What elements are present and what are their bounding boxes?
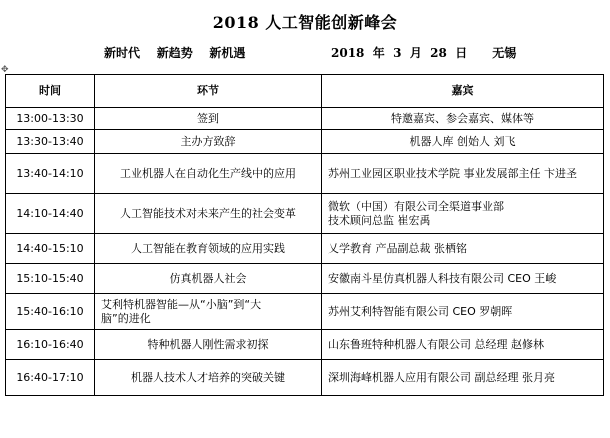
guest-line: 深圳海峰机器人应用有限公司 副总经理 张月亮	[328, 370, 555, 384]
cell-time: 14:40-15:10	[6, 234, 95, 264]
cell-guest	[322, 264, 604, 294]
document-title: 2018 人工智能创新峰会	[212, 13, 398, 32]
table-move-handle-icon[interactable]: ✥	[1, 65, 9, 75]
cell-time: 13:00-13:30	[6, 108, 95, 130]
cell-segment	[95, 234, 322, 264]
cell-guest	[322, 234, 604, 264]
header-time: 时间	[6, 75, 95, 108]
subtitle-date-location: 2018 年 3 月 28 日 无锡	[331, 46, 517, 60]
cell-segment	[95, 360, 322, 396]
cell-segment	[95, 194, 322, 234]
cell-guest	[322, 154, 604, 194]
header-segment: 环节	[95, 75, 322, 108]
cell-time: 16:10-16:40	[6, 330, 95, 360]
segment-line: 艾利特机器智能—从“小脑”到“大	[101, 297, 262, 311]
agenda-table	[5, 74, 604, 396]
cell-time: 14:10-14:40	[6, 194, 95, 234]
cell-time: 15:10-15:40	[6, 264, 95, 294]
cell-guest	[322, 194, 604, 234]
table-row	[6, 360, 604, 396]
header-guest: 嘉宾	[322, 75, 604, 108]
segment-line: 签到	[197, 111, 219, 125]
cell-segment	[95, 294, 322, 330]
cell-guest	[322, 330, 604, 360]
cell-segment	[95, 154, 322, 194]
cell-guest	[322, 360, 604, 396]
table-row	[6, 330, 604, 360]
table-row	[6, 294, 604, 330]
cell-guest	[322, 130, 604, 154]
guest-line: 山东鲁班特种机器人有限公司 总经理 赵修林	[328, 337, 544, 351]
cell-time: 16:40-17:10	[6, 360, 95, 396]
table-row	[6, 234, 604, 264]
segment-line: 主办方致辞	[180, 134, 236, 148]
guest-line: 安徽南斗星仿真机器人科技有限公司 CEO 王峻	[328, 271, 557, 285]
segment-line: 工业机器人在自动化生产线中的应用	[120, 166, 296, 180]
cell-segment	[95, 330, 322, 360]
segment-line: 人工智能技术对未来产生的社会变革	[120, 206, 296, 220]
cell-guest	[322, 108, 604, 130]
guest-line: 微软（中国）有限公司全渠道事业部	[328, 199, 504, 213]
segment-line: 脑”的进化	[101, 311, 151, 325]
segment-line: 人工智能在教育领域的应用实践	[131, 241, 285, 255]
cell-time: 15:40-16:10	[6, 294, 95, 330]
guest-line: 特邀嘉宾、参会嘉宾、媒体等	[391, 111, 534, 125]
cell-segment	[95, 130, 322, 154]
cell-segment	[95, 264, 322, 294]
table-row	[6, 154, 604, 194]
cell-time: 13:40-14:10	[6, 154, 95, 194]
subtitle-slogan: 新时代 新趋势 新机遇	[104, 46, 246, 60]
table-row	[6, 264, 604, 294]
guest-line: 苏州艾利特智能有限公司 CEO 罗朝晖	[328, 304, 513, 318]
guest-line: 苏州工业园区职业技术学院 事业发展部主任 卞进圣	[328, 166, 577, 180]
table-row	[6, 130, 604, 154]
guest-line: 乂学教育 产品副总裁 张栖铭	[328, 241, 467, 255]
cell-segment	[95, 108, 322, 130]
cell-guest	[322, 294, 604, 330]
segment-line: 仿真机器人社会	[169, 271, 247, 285]
segment-line: 机器人技术人才培养的突破关键	[131, 370, 285, 384]
guest-line: 机器人库 创始人 刘飞	[409, 134, 516, 148]
table-row	[6, 194, 604, 234]
table-header-row	[6, 75, 604, 108]
table-row	[6, 108, 604, 130]
segment-line: 特种机器人刚性需求初探	[147, 337, 269, 351]
cell-time: 13:30-13:40	[6, 130, 95, 154]
guest-line: 技术顾问总监 崔宏禹	[328, 213, 431, 227]
